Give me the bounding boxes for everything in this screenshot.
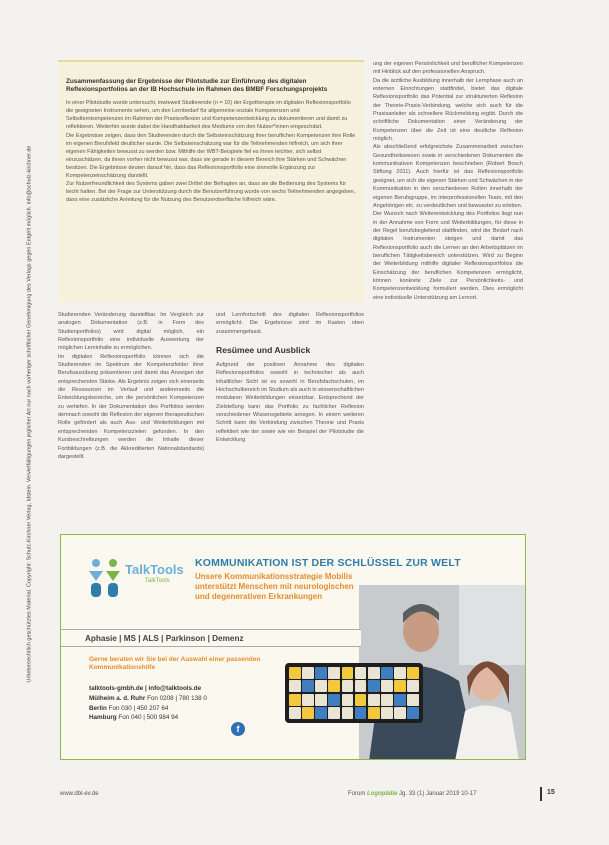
body-paragraph: ung der eigenen Persönlichkeit und beruflicher Kompetenzen mit Hinblick auf den professionellen Anspruch. <box>373 61 523 76</box>
journal-brand: Logopädie <box>367 791 398 797</box>
people-logo-icon <box>87 557 123 599</box>
footer-journal-info: Forum Logopädie Jg. 33 (1) Januar 2019 10-17 <box>348 791 477 797</box>
summary-paragraph: In einer Pilotstudie wurde untersucht, inwieweit Studierende (n = 10) der Ergotherapie im digitalen Reflexionsportfolio die geeigneten Instrumente sehen, um den Lernbedarf für allgemeine soziale Kompetenzen und Selbstlernkompetenzen im Rahmen der Praxisreflexion und Kompetenzentwicklung zu dokumentieren und damit zu reflektieren. Weiterhin wurde dabei die Handhabbarkeit des Mediums von den Nutzer*innen eingeschätzt. <box>66 100 351 131</box>
journal-pages: 10-17 <box>461 791 477 797</box>
body-paragraph: Aufgrund der positiven Annahme des digitalen Reflexionsportfolios sowohl in technischer als auch inhaltlicher Sicht ist es sowohl in Berufsfachschulen, im Hochschulbereich im Studium als auch in wissenschaftlichen modularen Weiterbildungen einsetzbar. Entsprechend der Zielstellung kann das Portfolio zu fachlicher Reflexion verschiedener Wissensgebiete anregen. In einem weiteren Schritt kann die Verbindung zwischen Theorie und Praxis reflektiert wie der sowie wie ein Beispiel der Pilotstudie die Entwicklung <box>216 362 364 444</box>
right-text-column <box>373 60 523 526</box>
talktools-advertisement <box>60 534 526 760</box>
body-paragraph: und Lernfortschritt des digitalen Reflexionsportfolios ermöglicht. Die Ergebnisse sind im Kasten oben zusammengefasst. <box>216 312 364 335</box>
journal-issue: Jg. 33 (1) Januar 2019 <box>399 791 460 797</box>
section-heading: Resümee und Ausblick <box>216 345 311 356</box>
summary-box-title: Zusammenfassung der Ergebnisse der Pilotstudie zur Einführung des digitalen Reflexionsportfolios an der IB Hochschule im Rahmen des BMBF Forschungsprojekts <box>66 78 328 94</box>
page-number: 15 <box>547 789 555 796</box>
ad-website[interactable]: talktools-gmbh.de | info@talktools.de <box>89 685 202 692</box>
ad-conditions-bar: Aphasie | MS | ALS | Parkinson | Demenz <box>61 629 361 647</box>
logo-subtext: TalkTools <box>145 578 170 584</box>
left-text-column <box>58 311 204 521</box>
summary-box <box>58 60 364 302</box>
ad-location: Hamburg Fon 040 | 500 984 94 <box>89 714 179 722</box>
ad-call-to-action: Gerne beraten wir Sie bei der Auswahl einer passenden Kommunikationshilfe <box>89 656 261 672</box>
facebook-icon[interactable]: f <box>231 722 245 736</box>
ad-location: Mülheim a. d. Ruhr Fon 0208 | 780 138 0 <box>89 694 207 702</box>
body-paragraph: Da die ärztliche Ausbildung innerhalb der Lernphase auch an externen Einrichtungen stattfindet, bietet das digitale Reflexionsportfolio das Potential zur strukturierten Reflexion der Theorie-Praxis-Verbindung, welche sich auch für die Praxisanleiter als schnellere Rückmeldung ergibt. Durch die schriftliche Dokumentation einer Veränderung der Kompetenzen über die Zeit ist eine deutliche Reflexion möglich. <box>373 77 523 143</box>
ad-contact-block <box>89 684 309 723</box>
body-paragraph: Der Wunsch nach Weiterentwicklung des Portfolios liegt nun in der Annahme von Form und Weiterbildungen, für diese in der Regel berufsbegleitend stattfinden, wird der Bedarf nach digitalen Instrumenten steigen und damit das Reflexionsportfolio auch die Lernen an den Arbeitsplätzen im beruflichen Tätigkeitsbereich unterstützen. Wird zu Beginn der Weiterbildung mithilfe digitaler Reflexionsportfolios die Einschätzung der beruflichen Kompetenzen ermöglicht, können konkrete Ziele zur Persönlichkeits- und Kompetenzentwicklung formuliert werden. Dies ermöglicht eine individuelle Unterstützung am Lernort. <box>373 211 523 301</box>
middle-text-column <box>216 311 364 521</box>
footer-website[interactable]: www.dbl-ev.de <box>60 791 99 797</box>
summary-paragraph: Die Ergebnisse zeigen, dass den Studierenden durch die Selbsteinschätzung ihrer beruflichen Kompetenzen ihre Rolle im eigenen Berufsfeld deutlicher wurde. Die Selbsteinschätzung war für die Teilnehmenden hilfreich, um sich ihrer eigenen Fähigkeiten bewusst zu werden bzw. Mithilfe der WBT-Beispiele fiel es ihnen leichter, sich selbst einzuschätzen, da ihnen vorher nicht bewusst war, dass sie gerade in diesem Bereich ihre Stärken und Schwächen besitzen. Die Ergebnisse deuten darauf hin, dass das Reflexionsportfolio eine sinnvolle Ergänzung zur Kompetenzeinschätzung darstellt. <box>66 133 356 179</box>
logo-text: TalkTools <box>125 562 184 577</box>
ad-location: Berlin Fon 030 | 450 207 64 <box>89 704 169 712</box>
ad-subline: Unsere Kommunikationsstrategie Mobilis unterstützt Menschen mit neurologischen und degenerativen Erkrankungen <box>195 572 354 601</box>
ad-headline: KOMMUNIKATION IST DER SCHLÜSSEL ZUR WELT <box>195 557 461 569</box>
body-paragraph: Im digitalen Reflexionsportfolio können sich die Studierenden im Spektrum der Kompetenzfelder ihrer Berufsausübung präsentieren und damit das Anzeigen der entsprechenden Stärke. Als Ergebnis zeigen sich einerseits die Ressourcen im Verlauf und andererseits die Entwicklungsbereiche, um die persönlichen Kompetenzen zu vertiefen. In der Dokumentation des Portfolios werden demnach sowohl die Reflexion der eigenen therapeutischen Rolle gefördert als auch Aus- und Weiterbildungen mit entsprechenden Kompetenzzielen gefunden. In den Kursbeschreibungen werden die Inhalte dieser Fortbildungen (z.B. die Akkreditierten Nationalstandards) dargestellt. <box>58 353 204 460</box>
body-paragraph: Als abschließend erfolgreichste Zusammenarbeit zwischen Gesundheitswesen sowie in verschiedenen Dokumenten die kommunikativen Kompetenzen beschrieben (Robert Bosch Stiftung 2011). Auch hierfür ist das Reflexionsportfolio geeignet, um sich die eigenen Stärken und Schwächen in der Kommunikation in den verschiedenen Rollen innerhalb der eigenen Berufsgruppe, im interprofessionellen Team, mit den Angehörigen etc. zu verdeutlichen und bewusster zu erleben. <box>373 144 523 209</box>
copyright-side-note: Urheberrechtlich geschütztes Material. Copyright: Schulz-Kirchner Verlag, Idstein. Vervielfältigungen jeglicher Art nur nach vorheriger schriftlicher Genehmigung des Verlags gegen Entgelt möglich. info@schulz-kirchner.de <box>26 145 32 683</box>
footer-divider <box>540 787 542 801</box>
body-paragraph: Studierenden Veränderung darstellbar. Im Vergleich zur analogen Dokumentation (z.B. in Form des Studienportfolios) wird digital möglich, ein Reflexionsportfolio eine individuelle Auswertung der möglichen Lerninhalte zu ermöglichen. <box>58 312 204 352</box>
summary-paragraph: Zur Nutzerfreundlichkeit des Systems gaben zwei Drittel der Befragten an, dass sie die Bedienung des Systems für leicht halten. Bei der Frage zur Unterstützung durch die Benutzerführung wurde von sechs Teilnehmenden angegeben, dass eine zusätzliche Anleitung für die Nutzung des Benutzeroberfläche hilfreich wäre. <box>66 181 356 204</box>
